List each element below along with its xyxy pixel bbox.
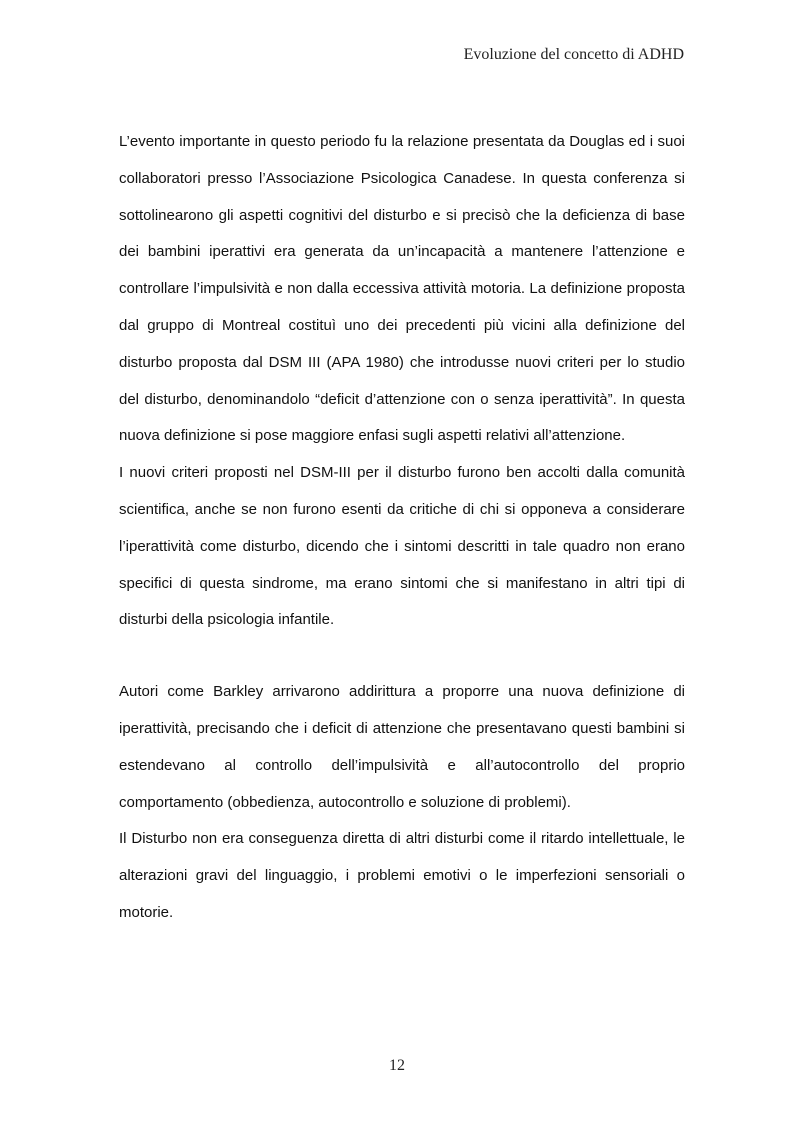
main-text: [119, 124, 685, 932]
paragraph-spacer: [119, 639, 685, 674]
running-header: Evoluzione del concetto di ADHD: [463, 46, 684, 63]
paragraph-dsm-criteria: I nuovi criteri proposti nel DSM-III per il disturbo furono ben accolti dalla comunità scientifica, anche se non furono esenti da critiche di chi si opponeva a considerare l’iperattività come disturbo, dicendo che i sintomi descritti in tale quadro non erano specifici di questa sindrome, ma erano sintomi che si manifestano in altri tipi di disturbi della psicologia infantile.: [119, 464, 685, 629]
page-number: 12: [389, 1057, 405, 1074]
paragraph-disturbo: Il Disturbo non era conseguenza diretta di altri disturbi come il ritardo intellettuale, le alterazioni gravi del linguaggio, i problemi emotivi o le imperfezioni sensoriali o motorie.: [119, 830, 685, 921]
paragraph-douglas: L’evento importante in questo periodo fu la relazione presentata da Douglas ed i suoi collaboratori presso l’Associazione Psicologica Canadese. In questa conferenza si sottolinearono gli aspetti cognitivi del disturbo e si precisò che la deficienza di base dei bambini iperattivi era generata da un’incapacità a mantenere l’attenzione e controllare l’impulsività e non dalla eccessiva attività motoria. La definizione proposta dal gruppo di Montreal costituì uno dei precedenti più vicini alla definizione del disturbo proposta dal DSM III (APA 1980) che introdusse nuovi criteri per lo studio del disturbo, denominandolo “deficit d’attenzione con o senza iperattività”. In questa nuova definizione si pose maggiore enfasi sugli aspetti relativi all’attenzione.: [119, 133, 685, 445]
paragraph-barkley: Autori come Barkley arrivarono addirittura a proporre una nuova definizione di iperattività, precisando che i deficit di attenzione che presentavano questi bambini si estendevano al controllo dell’impulsività e all’autocontrollo del proprio comportamento (obbedienza, autocontrollo e soluzione di problemi).: [119, 683, 685, 811]
